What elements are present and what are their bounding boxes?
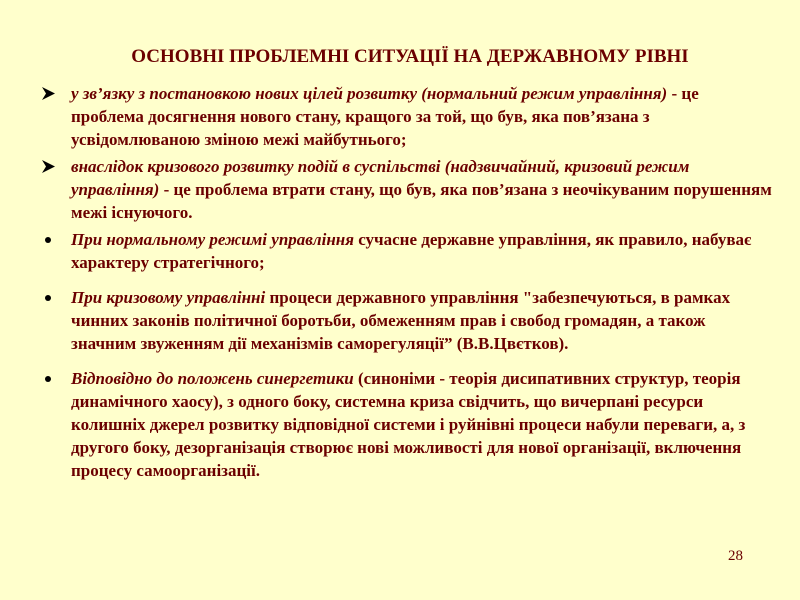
list-item [38, 286, 773, 355]
page-number: 28 [728, 548, 743, 564]
item-text: - це проблема втрати стану, що був, яка пов’язана з неочікуваним порушенням межі існуючого. [71, 180, 772, 222]
item-lead: внаслідок кризового розвитку подій в суспільстві (надзвичайний, кризовий режим управління) [71, 157, 690, 199]
item-lead: у зв’язку з постановкою нових цілей розвитку (нормальний режим управління) [71, 84, 668, 103]
item-lead: Відповідно до положень синергетики [71, 369, 354, 388]
list-item [38, 228, 773, 274]
item-text: - це проблема досягнення нового стану, кращого за той, що був, яка пов’язана з усвідомлюваною зміною межі майбутнього; [71, 84, 699, 149]
item-lead: При нормальному режимі управління [71, 230, 354, 249]
arrow-icon [42, 82, 64, 105]
bullet-list [38, 82, 773, 482]
bullet-icon [42, 286, 64, 309]
bullet-icon [42, 228, 64, 251]
slide-title: ОСНОВНІ ПРОБЛЕМНІ СИТУАЦІЇ НА ДЕРЖАВНОМУ РІВНІ [131, 46, 689, 67]
item-text: процеси державного управління "забезпечуються, в рамках чинних законів політичної боротьби, обмеженням прав і свобод громадян, а також значним звуженням дії механізмів саморегуляції” (В.В.Цвєтков). [71, 288, 731, 353]
item-text: (синоніми - теорія дисипативних структур, теорія динамічного хаосу), з одного боку, системна криза свідчить, що вичерпані ресурси колишніх джерел розвитку відповідної системи і руйнівні процеси набули переваги, а, з другого боку, дезорганізація створює нові можливості для нової організації, включення процесу самоорганізації. [71, 369, 746, 480]
arrow-icon [42, 155, 64, 178]
bullet-icon [42, 367, 64, 390]
item-lead: При кризовому управлінні [71, 288, 266, 307]
item-text: сучасне державне управління, як правило, набуває характеру стратегічного; [71, 230, 752, 272]
list-item [38, 82, 773, 151]
list-item [38, 155, 773, 224]
list-item [38, 367, 773, 482]
